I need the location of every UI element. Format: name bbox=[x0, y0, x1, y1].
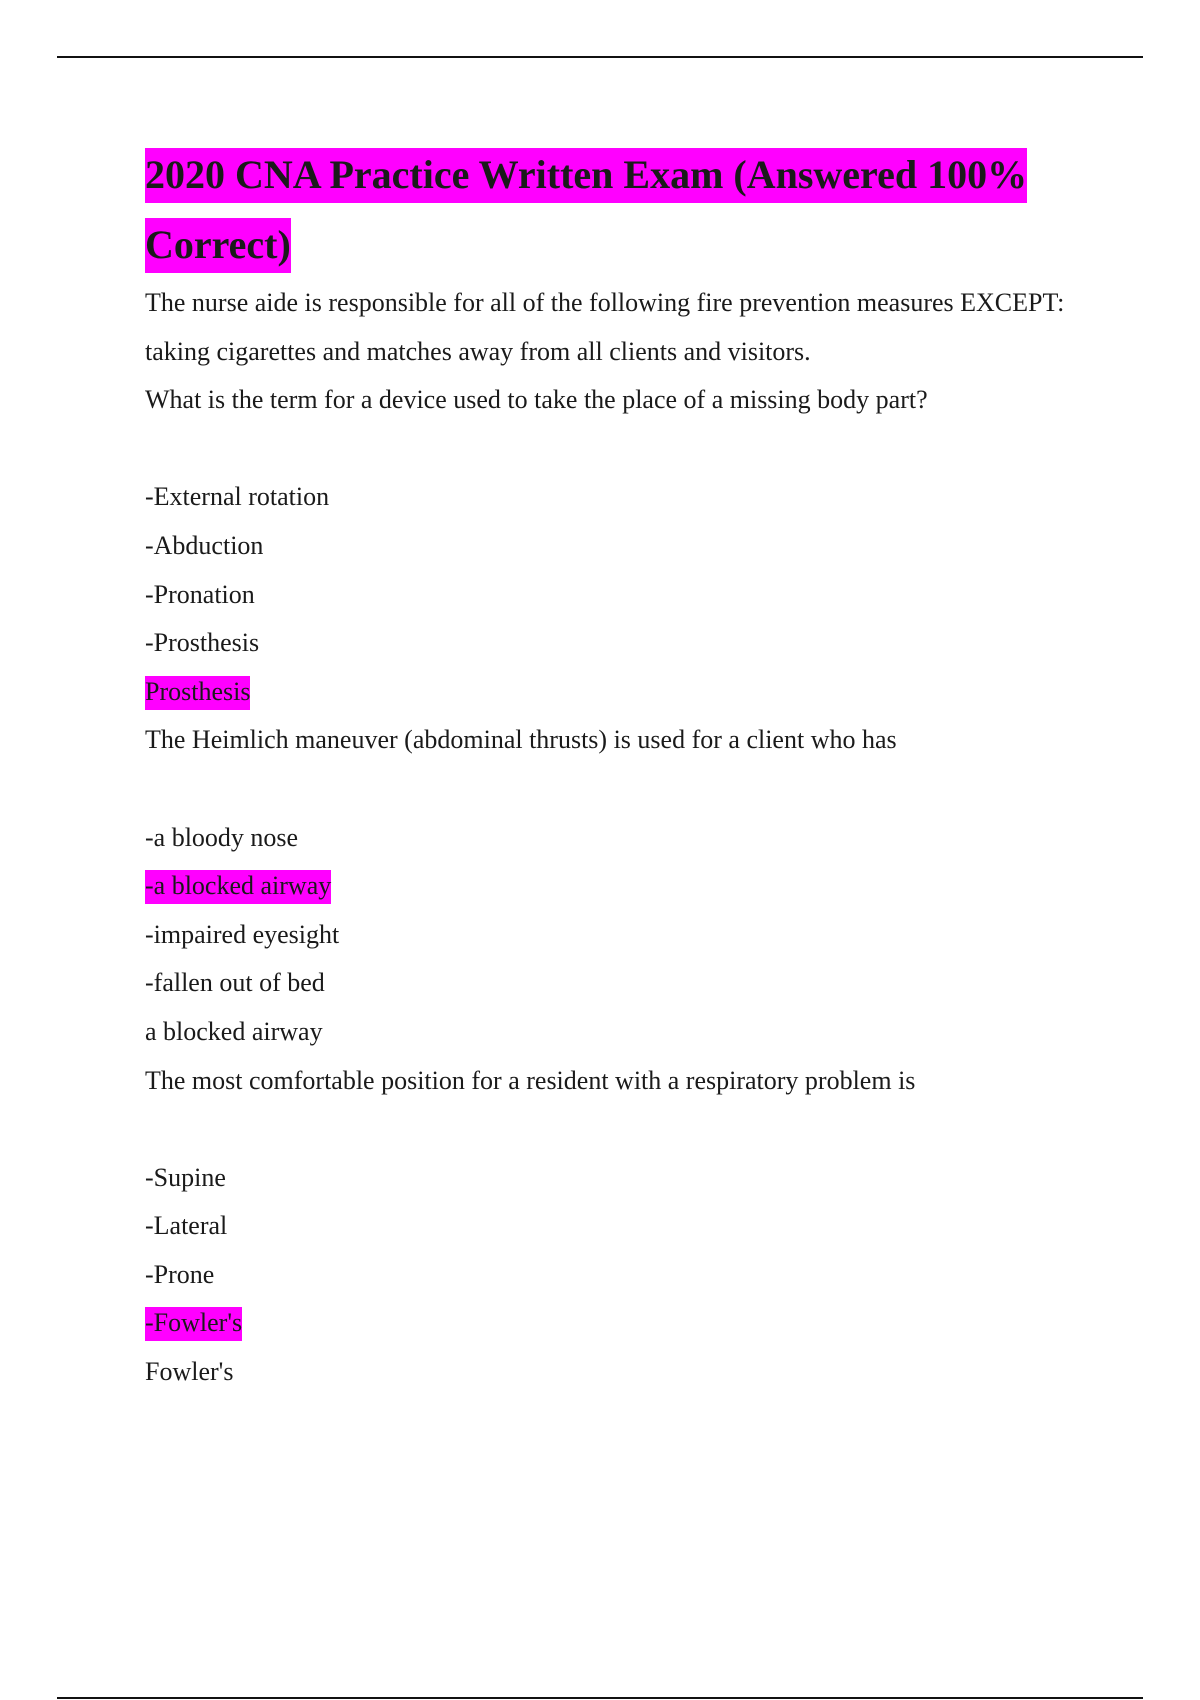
document-body bbox=[145, 140, 1065, 1397]
blank-line bbox=[145, 1105, 1065, 1154]
text-line: -a bloody nose bbox=[145, 822, 299, 852]
document-title bbox=[145, 140, 1065, 280]
text-line: -Prone bbox=[145, 1259, 215, 1289]
blank-line bbox=[145, 425, 1065, 474]
text-line: What is the term for a device used to take the place of a missing body part? bbox=[145, 385, 928, 415]
text-line: -fallen out of bed bbox=[145, 968, 325, 998]
text-line: taking cigarettes and matches away from all clients and visitors. bbox=[145, 336, 811, 366]
text-line: a blocked airway bbox=[145, 1016, 323, 1046]
blank-line bbox=[145, 765, 1065, 814]
question-list bbox=[145, 279, 1065, 1397]
answer-highlight: Prosthesis bbox=[145, 676, 250, 710]
highlighted-answer-line bbox=[145, 862, 1065, 911]
text-line: -impaired eyesight bbox=[145, 919, 340, 949]
text-line: -Supine bbox=[145, 1162, 226, 1192]
text-line: -Lateral bbox=[145, 1211, 228, 1241]
highlighted-answer-line bbox=[145, 668, 1065, 717]
text-line: The nurse aide is responsible for all of the following fire prevention measures EXCEPT: bbox=[145, 288, 1065, 317]
header-rule bbox=[57, 56, 1143, 58]
title-highlight: 2020 CNA Practice Written Exam (Answered 100% Correct) bbox=[145, 148, 1027, 273]
text-line: -Abduction bbox=[145, 530, 264, 560]
answer-highlight: -a blocked airway bbox=[145, 870, 331, 904]
text-line: -Pronation bbox=[145, 579, 255, 609]
text-line: Fowler's bbox=[145, 1357, 234, 1387]
answer-highlight: -Fowler's bbox=[145, 1307, 242, 1341]
footer-rule bbox=[57, 1697, 1143, 1699]
text-line: The Heimlich maneuver (abdominal thrusts) is used for a client who has bbox=[145, 725, 897, 755]
text-line: -Prosthesis bbox=[145, 628, 260, 658]
text-line: The most comfortable position for a resident with a respiratory problem is bbox=[145, 1065, 916, 1095]
highlighted-answer-line bbox=[145, 1299, 1065, 1348]
text-line: -External rotation bbox=[145, 482, 330, 512]
